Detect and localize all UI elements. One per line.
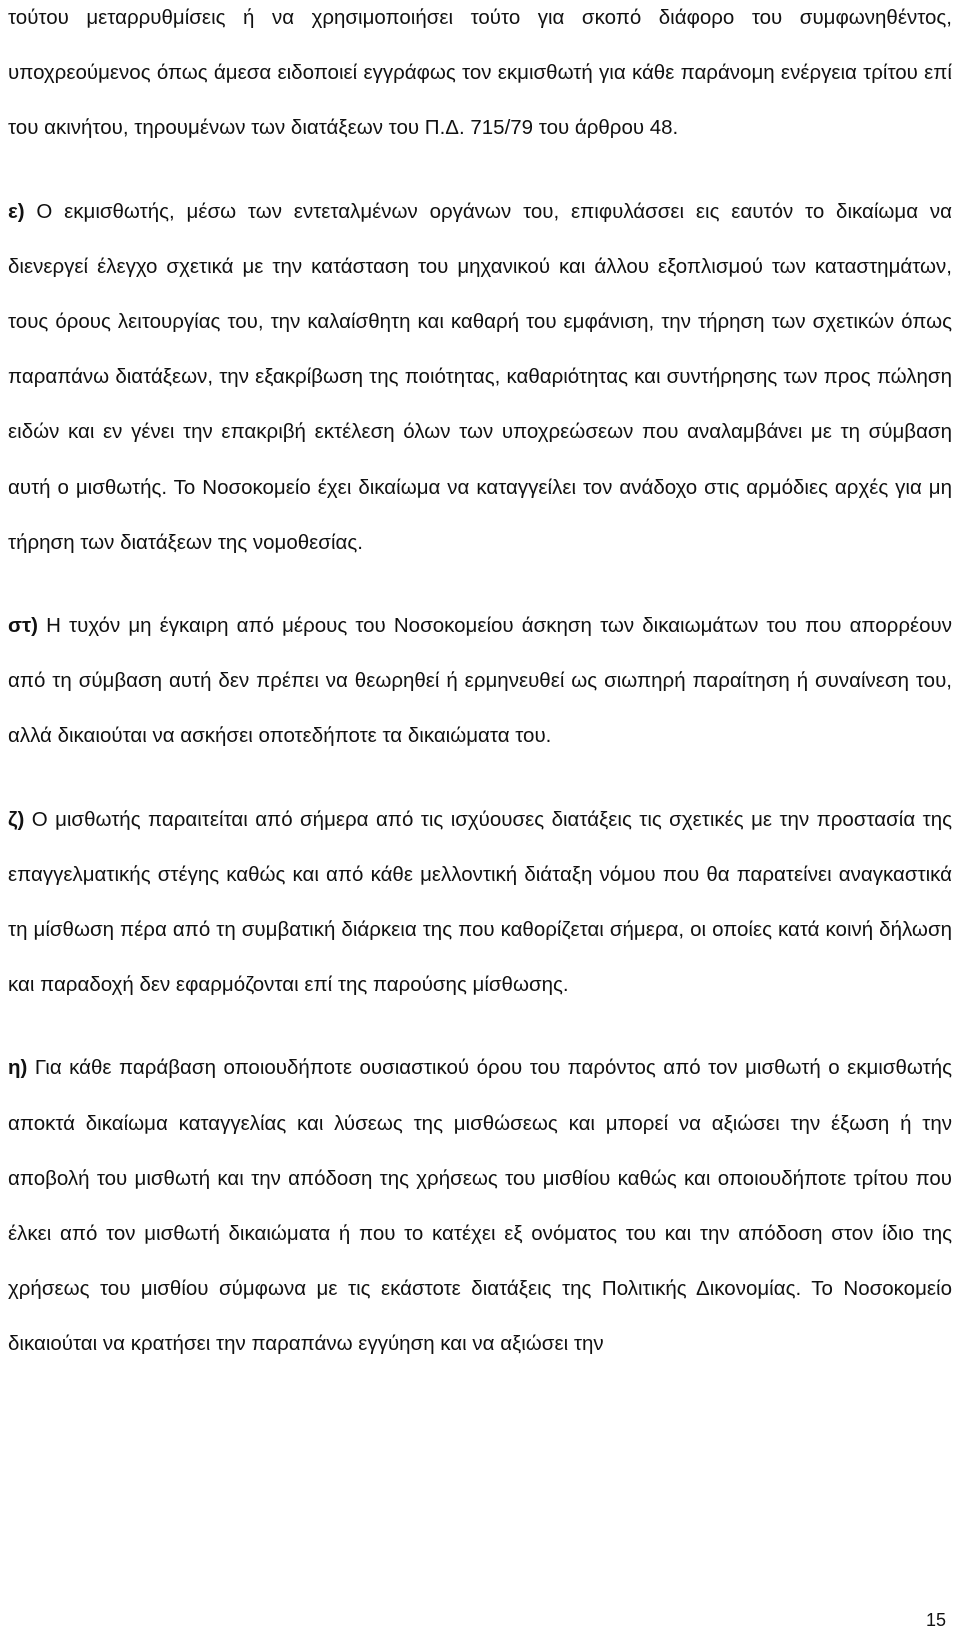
- paragraph-text: Για κάθε παράβαση οποιουδήποτε ουσιαστικού όρου του παρόντος από τον μισθωτή ο εκμισθωτής αποκτά δικαίωμα καταγγελίας και λύσεως της μισθώσεως και μπορεί να αξιώσει την έξωση ή την αποβολή του μισθωτή και την απόδοση της χρήσεως του μισθίου καθώς και οποιουδήποτε τρίτου που έλκει από τον μισθωτή δικαιώματα ή που το κατέχει εξ ονόματος του και την απόδοση στον ίδιο της χρήσεως του μισθίου σύμφωνα με τις εκάστοτε διατάξεις της Πολιτικής Δικονομίας. Το Νοσοκομείο δικαιούται να κρατήσει την παραπάνω εγγύηση και να αξιώσει την: [8, 1056, 953, 1356]
- paragraph-label: ε): [8, 199, 25, 223]
- page-number: 15: [925, 1610, 946, 1630]
- paragraph-text: Η τυχόν μη έγκαιρη από μέρους του Νοσοκομείου άσκηση των δικαιωμάτων του που απορρέουν από τη σύμβαση αυτή δεν πρέπει να θεωρηθεί ή ερμηνευθεί ως σιωπηρή παραίτηση ή συναίνεση του, αλλά δικαιούται να ασκήσει οποτεδήποτε τα δικαιώματα του.: [8, 614, 952, 748]
- paragraph-continuation: [8, 0, 952, 156]
- paragraph-text: Ο μισθωτής παραιτείται από σήμερα από τις ισχύουσες διατάξεις τις σχετικές με την προστασία της επαγγελματικής στέγης καθώς και από κάθε μελλοντική διάταξη νόμου που θα παρατείνει αναγκαστικά τη μίσθωση πέρα από τη συμβατική διάρκεια της που καθορίζεται σήμερα, οι οποίες κατά κοινή δήλωση και παραδοχή δεν εφαρμόζονται επί της παρούσης μίσθωσης.: [8, 807, 952, 997]
- paragraph-label: στ): [8, 614, 38, 638]
- paragraph-text: τούτου μεταρρυθμίσεις ή να χρησιμοποιήσει τούτο για σκοπό διάφορο του συμφωνηθέντος, υποχρεούμενος όπως άμεσα ειδοποιεί εγγράφως τον εκμισθωτή για κάθε παράνομη ενέργεια τρίτου επί του ακινήτου, τηρουμένων των διατάξεων του Π.Δ. 715/79 του άρθρου 48.: [8, 6, 952, 140]
- paragraph-st: [8, 598, 952, 764]
- paragraph-text: Ο εκμισθωτής, μέσω των εντεταλμένων οργάνων του, επιφυλάσσει εις εαυτόν το δικαίωμα να διενεργεί έλεγχο σχετικά με την κατάσταση του μηχανικού και άλλου εξοπλισμού των καταστημάτων, τους όρους λειτουργίας του, την καλαίσθητη και καθαρή του εμφάνιση, την τήρηση των σχετικών όπως παραπάνω διατάξεων, την εξακρίβωση της ποιότητας, καθαριότητας και συντήρησης των προς πώληση ειδών και εν γένει την επακριβή εκτέλεση όλων των υποχρεώσεων που αναλαμβάνει με τη σύμβαση αυτή ο μισθωτής. Το Νοσοκομείο έχει δικαίωμα να καταγγείλει τον ανάδοχο στις αρμόδιες αρχές για μη τήρηση των διατάξεων της νομοθεσίας.: [8, 199, 953, 554]
- paragraph-z: [8, 792, 952, 1013]
- paragraph-label: η): [8, 1056, 28, 1080]
- paragraph-label: ζ): [8, 807, 25, 831]
- paragraph-e: [8, 184, 952, 570]
- paragraph-i: [8, 1040, 952, 1371]
